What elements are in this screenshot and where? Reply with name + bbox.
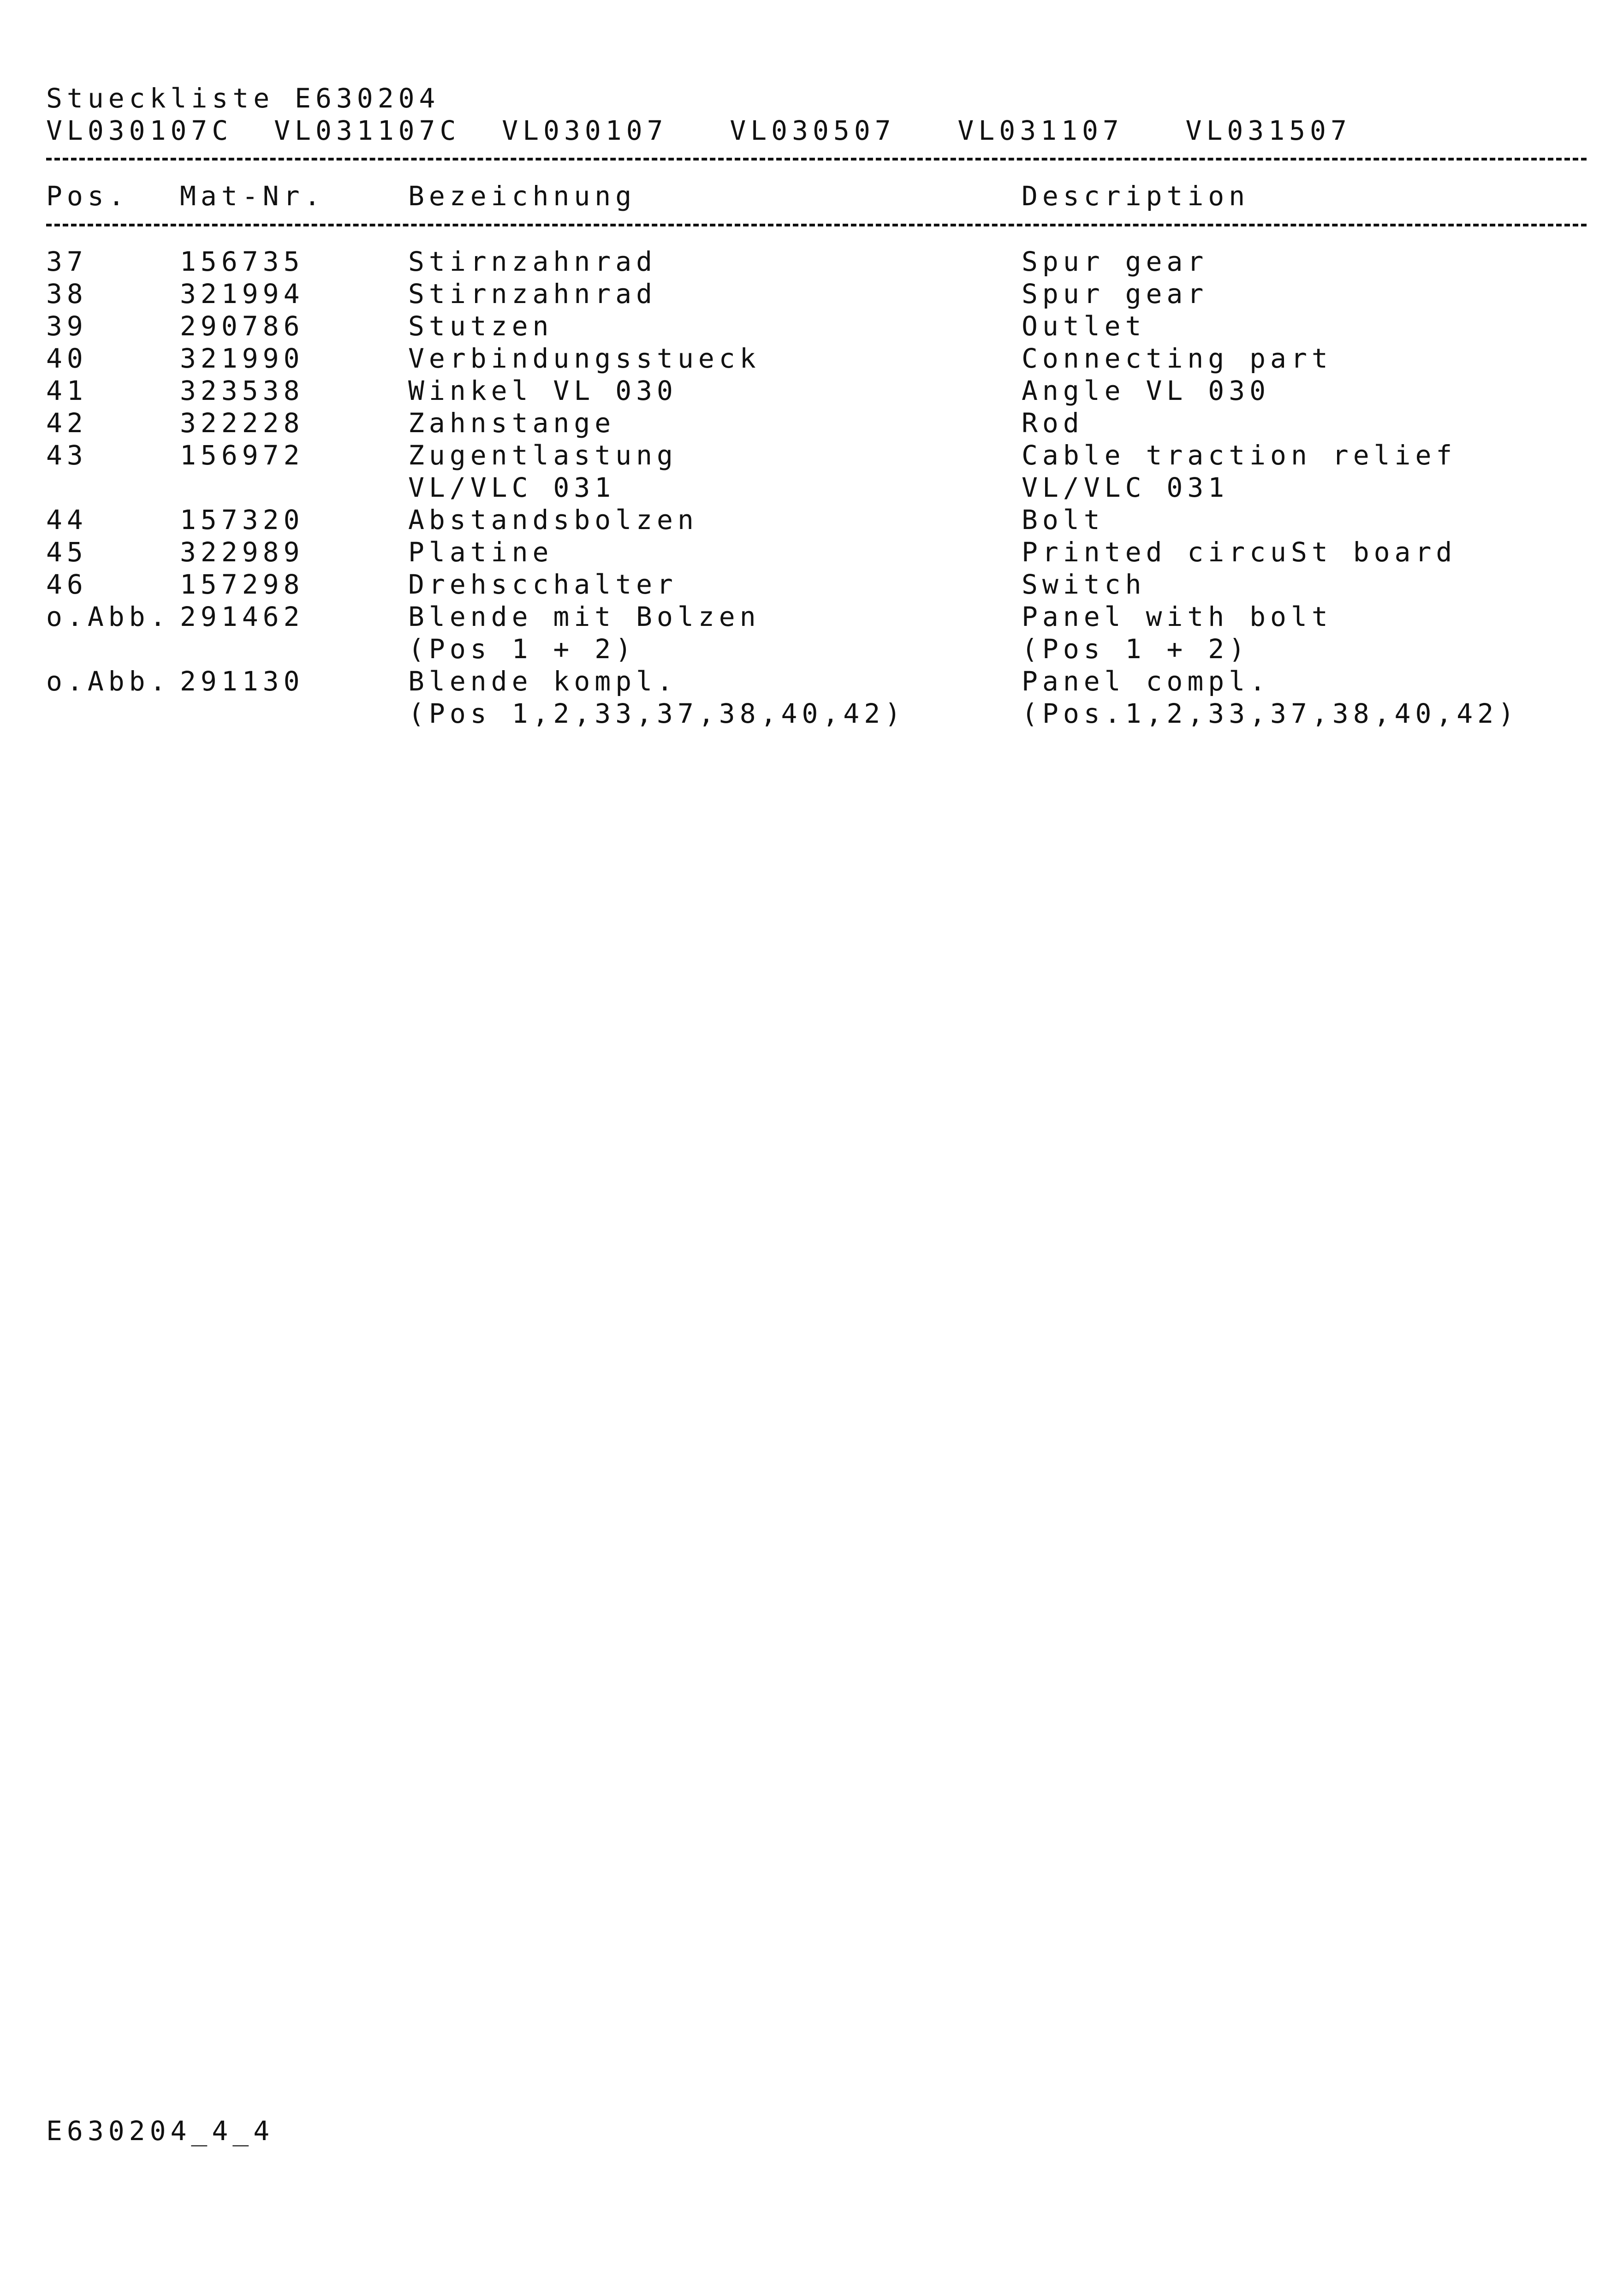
- cell-description-continued: (Pos 1 + 2): [1022, 633, 1250, 665]
- cell-pos: o.Abb.: [46, 666, 171, 697]
- cell-mat-nr: 321990: [180, 343, 304, 374]
- cell-description: Angle VL 030: [1022, 375, 1271, 406]
- cell-bezeichnung-continued: (Pos 1,2,33,37,38,40,42): [408, 698, 906, 729]
- cell-bezeichnung-continued: (Pos 1 + 2): [408, 633, 636, 665]
- cell-description: Rod: [1022, 407, 1084, 439]
- cell-mat-nr: 156735: [180, 246, 304, 277]
- cell-pos: 44: [46, 504, 88, 535]
- cell-description-continued: (Pos.1,2,33,37,38,40,42): [1022, 698, 1519, 729]
- column-header-mat-nr: Mat-Nr.: [180, 180, 325, 212]
- cell-description: Outlet: [1022, 310, 1146, 342]
- cell-bezeichnung: Stirnzahnrad: [408, 246, 657, 277]
- cell-pos: 40: [46, 343, 88, 374]
- cell-description: Panel compl.: [1022, 666, 1271, 697]
- cell-bezeichnung: Zahnstange: [408, 407, 616, 439]
- cell-description: Printed circuSt board: [1022, 536, 1457, 568]
- column-header-pos: Pos.: [46, 180, 129, 212]
- cell-description: Panel with bolt: [1022, 601, 1332, 632]
- cell-bezeichnung: Stutzen: [408, 310, 553, 342]
- document-title: Stueckliste E630204: [46, 83, 440, 114]
- column-header-bezeichnung: Bezeichnung: [408, 180, 636, 212]
- cell-pos: 37: [46, 246, 88, 277]
- cell-description: Switch: [1022, 569, 1146, 600]
- cell-mat-nr: 323538: [180, 375, 304, 406]
- cell-bezeichnung-continued: VL/VLC 031: [408, 472, 616, 503]
- cell-bezeichnung: Winkel VL 030: [408, 375, 678, 406]
- cell-mat-nr: 291462: [180, 601, 304, 632]
- cell-pos: 41: [46, 375, 88, 406]
- cell-mat-nr: 322989: [180, 536, 304, 568]
- cell-pos: 39: [46, 310, 88, 342]
- cell-mat-nr: 291130: [180, 666, 304, 697]
- cell-bezeichnung: Abstandsbolzen: [408, 504, 698, 535]
- cell-description: Spur gear: [1022, 278, 1208, 309]
- cell-bezeichnung: Drehscchalter: [408, 569, 678, 600]
- cell-mat-nr: 290786: [180, 310, 304, 342]
- cell-pos: 43: [46, 440, 88, 471]
- cell-description: Cable traction relief: [1022, 440, 1457, 471]
- cell-pos: 45: [46, 536, 88, 568]
- column-header-description: Description: [1022, 180, 1250, 212]
- cell-description: Spur gear: [1022, 246, 1208, 277]
- cell-pos: 46: [46, 569, 88, 600]
- cell-description-continued: VL/VLC 031: [1022, 472, 1229, 503]
- cell-bezeichnung: Zugentlastung: [408, 440, 678, 471]
- cell-mat-nr: 156972: [180, 440, 304, 471]
- divider-top: [46, 158, 1587, 161]
- cell-pos: 42: [46, 407, 88, 439]
- cell-pos: 38: [46, 278, 88, 309]
- cell-pos: o.Abb.: [46, 601, 171, 632]
- cell-bezeichnung: Platine: [408, 536, 553, 568]
- cell-mat-nr: 157298: [180, 569, 304, 600]
- cell-mat-nr: 157320: [180, 504, 304, 535]
- cell-bezeichnung: Blende mit Bolzen: [408, 601, 761, 632]
- footer-code: E630204_4_4: [46, 2115, 274, 2147]
- cell-bezeichnung: Stirnzahnrad: [408, 278, 657, 309]
- cell-mat-nr: 322228: [180, 407, 304, 439]
- cell-description: Connecting part: [1022, 343, 1332, 374]
- cell-mat-nr: 321994: [180, 278, 304, 309]
- divider-header: [46, 224, 1587, 226]
- cell-bezeichnung: Blende kompl.: [408, 666, 678, 697]
- model-list: VL030107C VL031107C VL030107 VL030507 VL031107 VL031507: [46, 115, 1351, 146]
- cell-bezeichnung: Verbindungsstueck: [408, 343, 761, 374]
- cell-description: Bolt: [1022, 504, 1105, 535]
